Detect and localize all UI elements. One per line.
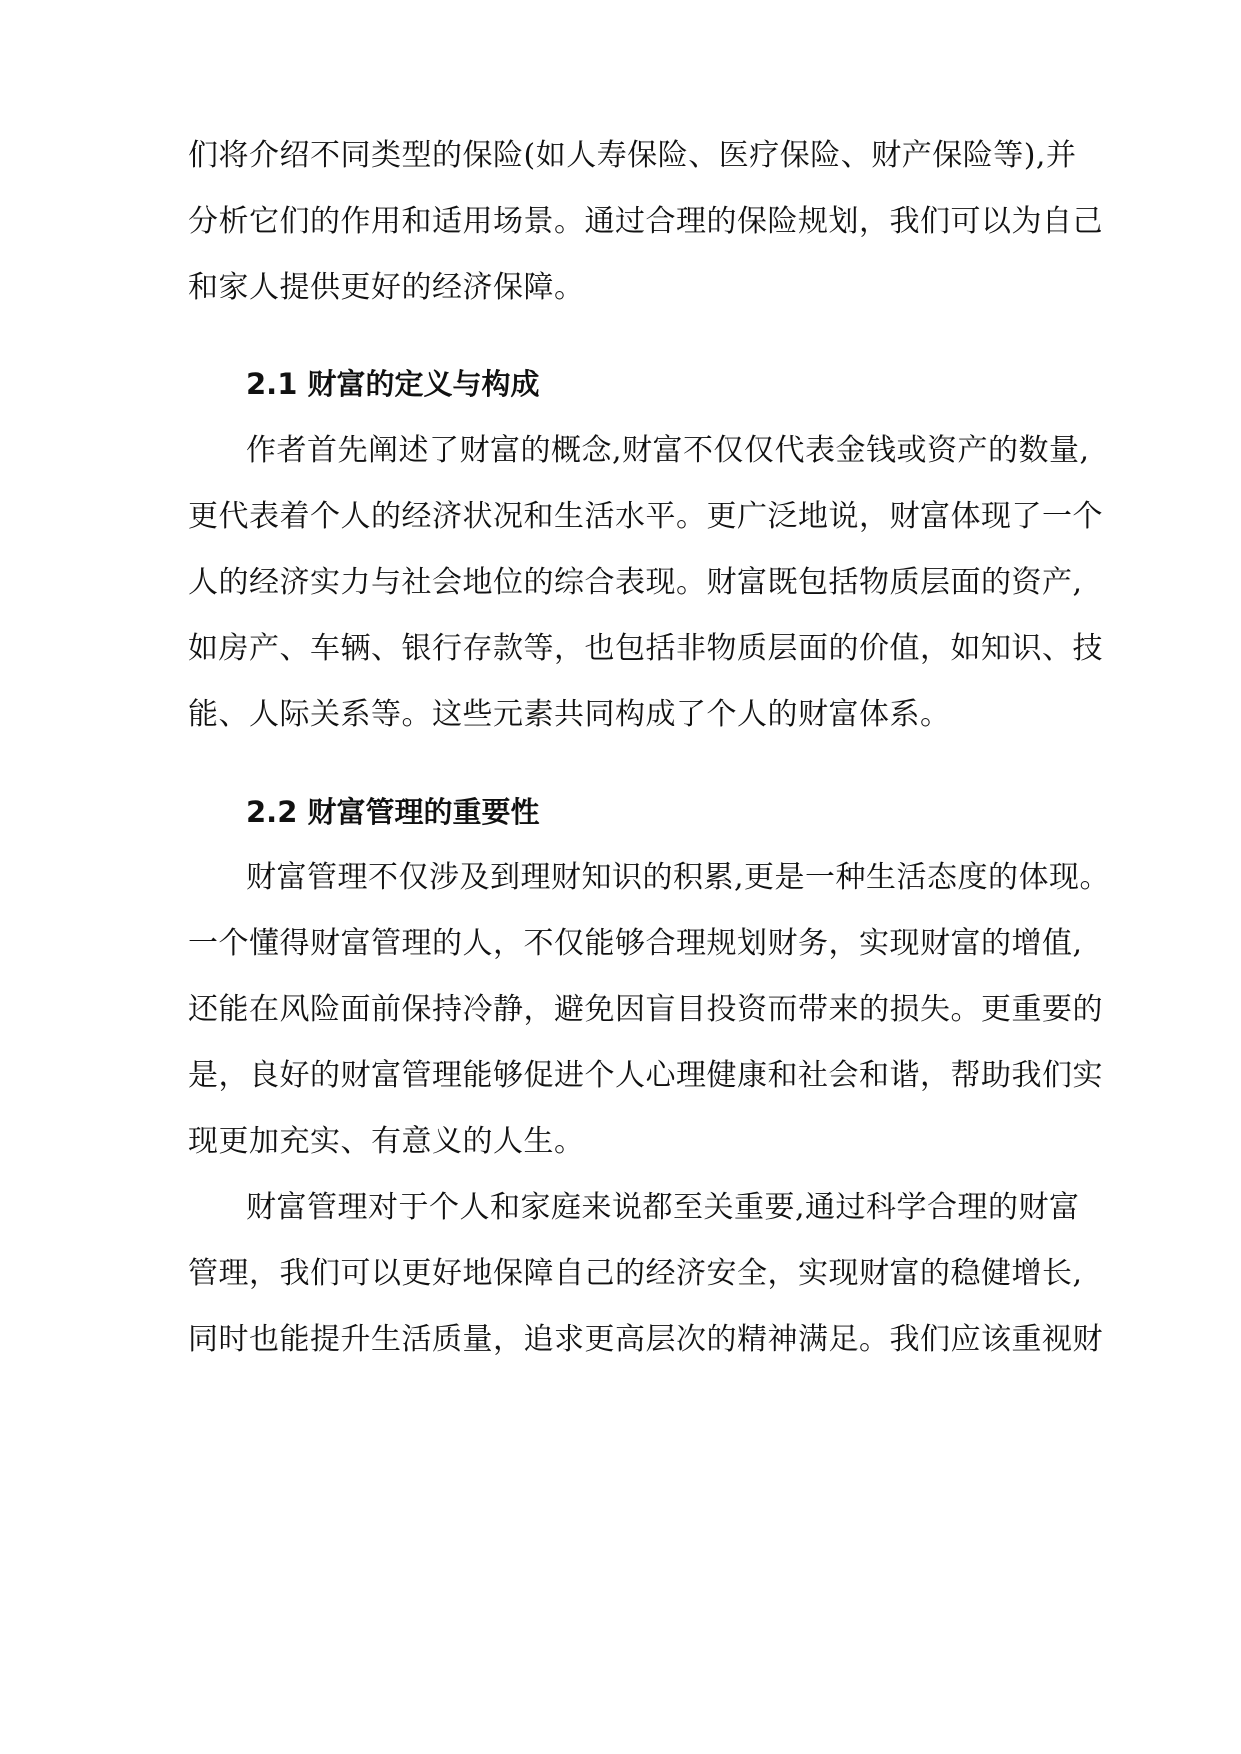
section-2-2-paragraph-1-line: 财富管理不仅涉及到理财知识的积累,更是一种生活态度的体现。 bbox=[246, 860, 1111, 895]
section-2-1-paragraph-line: 更代表着个人的经济状况和生活水平。更广泛地说，财富体现了一个 bbox=[188, 499, 1103, 534]
intro-paragraph-line: 分析它们的作用和适用场景。通过合理的保险规划，我们可以为自己 bbox=[188, 204, 1103, 239]
section-2-2-heading: 2.2 财富管理的重要性 bbox=[246, 795, 540, 829]
section-2-2-paragraph-1-line: 一个懂得财富管理的人，不仅能够合理规划财务，实现财富的增值, bbox=[188, 926, 1083, 961]
section-2-1-paragraph-line: 如房产、车辆、银行存款等，也包括非物质层面的价值，如知识、技 bbox=[188, 631, 1103, 666]
section-2-1-paragraph-line: 人的经济实力与社会地位的综合表现。财富既包括物质层面的资产, bbox=[188, 565, 1083, 600]
section-2-1-heading: 2.1 财富的定义与构成 bbox=[246, 367, 540, 401]
section-2-2-paragraph-2-line: 财富管理对于个人和家庭来说都至关重要,通过科学合理的财富 bbox=[246, 1190, 1080, 1225]
section-2-2-paragraph-1-line: 是，良好的财富管理能够促进个人心理健康和社会和谐，帮助我们实 bbox=[188, 1058, 1103, 1093]
section-2-2-paragraph-1-line: 还能在风险面前保持冷静，避免因盲目投资而带来的损失。更重要的 bbox=[188, 992, 1103, 1027]
intro-paragraph-line: 们将介绍不同类型的保险(如人寿保险、医疗保险、财产保险等),并 bbox=[188, 138, 1077, 173]
section-2-1-paragraph-line: 能、人际关系等。这些元素共同构成了个人的财富体系。 bbox=[188, 697, 951, 732]
section-2-2-paragraph-1-line: 现更加充实、有意义的人生。 bbox=[188, 1124, 585, 1159]
section-2-2-paragraph-2-line: 同时也能提升生活质量，追求更高层次的精神满足。我们应该重视财 bbox=[188, 1322, 1103, 1357]
section-2-2-paragraph-2-line: 管理，我们可以更好地保障自己的经济安全，实现财富的稳健增长, bbox=[188, 1256, 1083, 1291]
section-2-1-paragraph-line: 作者首先阐述了财富的概念,财富不仅仅代表金钱或资产的数量, bbox=[246, 433, 1090, 468]
intro-paragraph-line: 和家人提供更好的经济保障。 bbox=[188, 270, 585, 305]
